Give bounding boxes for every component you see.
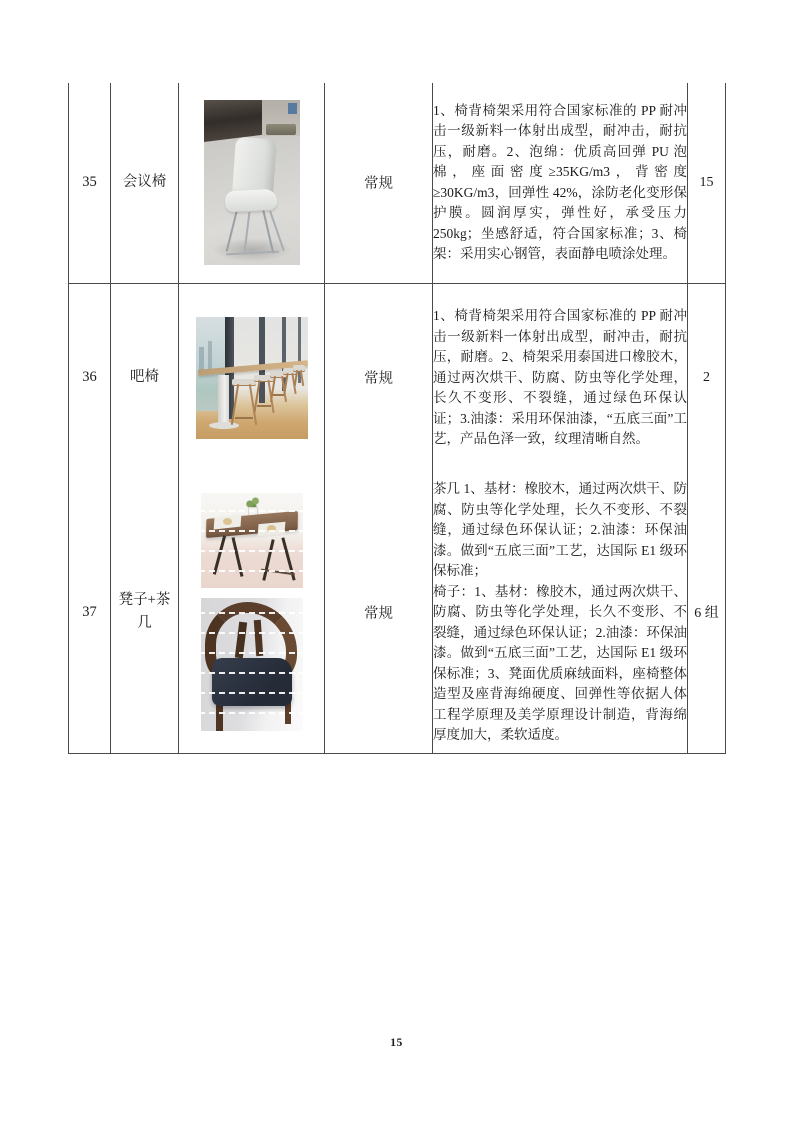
item-spec: 茶几 1、基材：橡胶木，通过两次烘干、防腐、防虫等化学处理，长久不变形、不裂缝，通过绿色环保认证；2.油漆：环保油漆。做到“五底三面”工艺，达国际 E1 级环保标准； 椅子：1、基材：橡胶木，通过两次烘干、防腐、防虫等化学处理，长久不变形、不裂缝，通过绿色环保认证；2.油漆：环保油漆。做到“五底三面”工艺，达国际 E1 级环保标准；3、凳面优质麻绒面料，座椅整体造型及座背海绵硬度、回弹性等依据人体工程学原理及美学原理设计制造，背海绵厚度加大，柔软适度。 [433,472,688,753]
photo-detail [212,658,292,706]
dashed-gridline [201,652,303,654]
tea-table-photo [201,493,303,588]
item-qty: 15 [688,83,726,283]
photo-detail [232,137,277,198]
page-number: 15 [390,1037,403,1049]
furniture-spec-table [68,83,726,754]
row-number: 37 [69,472,111,753]
item-photo-cell [179,472,325,753]
dashed-gridline [201,692,303,694]
conference-chair-photo [204,100,300,265]
item-type: 常规 [325,283,433,472]
photo-detail [262,539,274,581]
row-number: 36 [69,283,111,472]
item-name: 吧椅 [111,283,179,472]
dashed-gridline [201,510,303,512]
photo-detail [232,379,256,425]
item-spec: 1、椅背椅架采用符合国家标准的 PP 耐冲击一级新料一体射出成型，耐冲击，耐抗压，耐磨。2、泡绵：优质高回弹 PU 泡棉，座面密度≥35KG/m3，背密度≥30KG/m3，回弹性 42%，涂防老化变形保护膜。圆润厚实，弹性好，承受压力 250kg；坐感舒适，符合国家标准；3、椅架：采用实心钢管，表面静电喷涂处理。 [433,83,688,283]
row-number: 35 [69,83,111,283]
dashed-gridline [201,612,303,614]
item-qty: 2 [688,283,726,472]
item-type: 常规 [325,83,433,283]
photo-detail [224,189,277,213]
table-row [69,283,726,472]
item-qty: 6 组 [688,472,726,753]
photo-detail [204,100,262,142]
bar-stools-photo [196,317,308,439]
item-photo-cell [179,83,325,283]
photo-detail [223,518,232,525]
photo-detail [212,536,225,575]
table-row [69,472,726,753]
photo-detail [218,375,229,425]
dashed-gridline [201,570,303,572]
item-name: 会议椅 [111,83,179,283]
item-spec: 1、椅背椅架采用符合国家标准的 PP 耐冲击一级新料一体射出成型，耐冲击，耐抗压，耐磨。2、椅架采用泰国进口橡胶木，通过两次烘干、防腐、防虫等化学处理，长久不变形、不裂缝，通过绿色环保认证；3.油漆：采用环保油漆，“五底三面”工艺，产品色泽一致，纹理清晰自然。 [433,283,688,472]
dashed-gridline [201,550,303,552]
item-type: 常规 [325,472,433,753]
photo-detail [266,124,296,135]
dashed-gridline [201,712,303,714]
photo-detail [288,103,297,114]
photo-detail [293,365,305,386]
item-photo-cell [179,283,325,472]
wooden-armchair-photo [201,598,303,731]
dashed-gridline [201,632,303,634]
dashed-gridline [201,530,303,532]
dashed-gridline [201,672,303,674]
item-name: 凳子+茶几 [111,472,179,753]
table-row [69,83,726,283]
